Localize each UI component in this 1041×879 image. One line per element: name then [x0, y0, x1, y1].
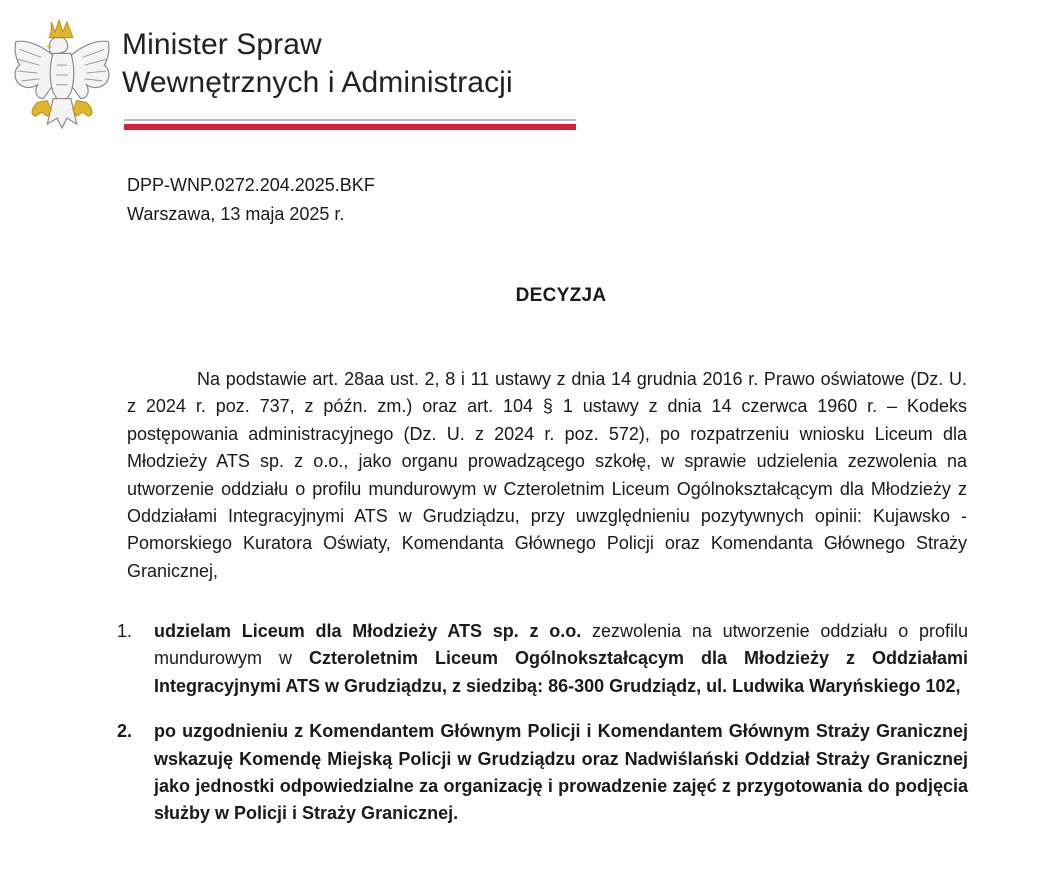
ministry-name: [122, 26, 513, 102]
item-bold-tail: Czteroletnim Liceum Ogólnokształcącym dla Młodzieży z Oddziałami Integracyjnymi ATS w Grudziądzu, z siedzibą: 86-300 Grudziądz, ul. Ludwika Waryńskiego 102,: [154, 648, 968, 696]
decision-items: [117, 618, 968, 828]
white-eagle-emblem-icon: [8, 16, 116, 132]
decision-item-2: [117, 718, 968, 828]
item-number: 2.: [117, 721, 133, 742]
ministry-name-line1: Minister Spraw: [122, 28, 322, 61]
item-regular-text: zezwolenia na utworzenie oddziału o profilu mundurowym w: [154, 621, 968, 669]
place-date: Warszawa, 13 maja 2025 r.: [127, 204, 345, 224]
reference-block: [127, 171, 375, 229]
intro-paragraph: Na podstawie art. 28aa ust. 2, 8 i 11 ustawy z dnia 14 grudnia 2016 r. Prawo oświatowe (Dz. U. z 2024 r. poz. 737, z późn. zm.) oraz art. 104 § 1 ustawy z dnia 14 czerwca 1960 r. – Kodeks postępowania administracyjnego (Dz. U. z 2024 r. poz. 572), po rozpatrzeniu wniosku Liceum dla Młodzieży ATS sp. z o.o., jako organu prowadzącego szkołę, w sprawie udzielenia zezwolenia na utworzenie oddziału o profilu mundurowym w Czteroletnim Liceum Ogólnokształcącym dla Młodzieży z Oddziałami Integracyjnymi ATS w Grudziądzu, przy uwzględnieniu pozytywnych opinii: Kujawsko - Pomorskiego Kuratora Oświaty, Komendanta Głównego Policji oraz Komendanta Głównego Straży Granicznej,: [127, 369, 967, 581]
header-divider-grey: [124, 119, 576, 121]
item-number: 1.: [117, 621, 133, 641]
decision-item-1: [117, 618, 968, 700]
decision-title: DECYZJA: [515, 285, 607, 306]
ministry-name-line2: Wewnętrznych i Administracji: [122, 66, 513, 99]
item-bold-lead: udzielam Liceum dla Młodzieży ATS sp. z o.o.: [154, 621, 582, 641]
case-number: DPP-WNP.0272.204.2025.BKF: [127, 175, 375, 195]
item-text: po uzgodnieniu z Komendantem Głównym Policji i Komendantem Głównym Straży Granicznej wskazuję Komendę Miejską Policji w Grudziądzu oraz Nadwiślański Oddział Straży Granicznej jako jednostki odpowiedzialne za organizację i prowadzenie zajęć z przygotowania do podjęcia służby w Policji i Straży Granicznej.: [154, 721, 968, 824]
header-divider-red: [124, 124, 576, 130]
